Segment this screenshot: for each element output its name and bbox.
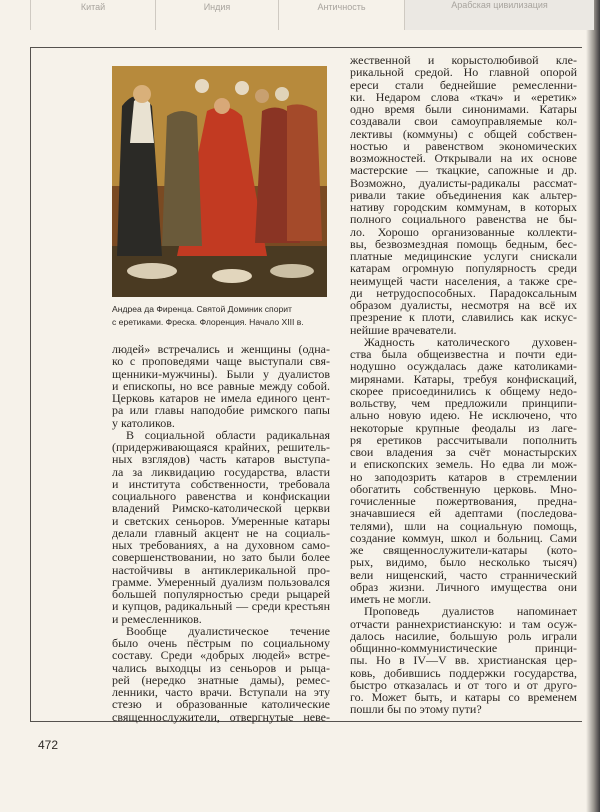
text-line: ально новую идею. Не исключено, что [350,408,577,423]
text-line: рикальной средой. Но главной опорой [350,65,577,80]
text-line: нейшие врачеватели. [350,322,457,337]
text-line: Церковь катаров не имела единого цент- [112,391,330,405]
tab-india: Индия [155,0,278,30]
text-line: ря еретиков рассчитывали пополнить [350,432,577,447]
paragraph [112,343,330,429]
text-line: некоторые крупные феодалы из лаге- [350,420,577,435]
text-line: и светских сеньоров. Умеренные катары [112,513,330,528]
text-line: ковь, добившись поддержки государства, [350,665,577,680]
text-line: быстро отказалась и от того и от друго- [350,677,577,692]
text-line: лективы (коммуны) с общей собствен- [350,126,577,141]
text-line: значавшиеся ей адептами (последова- [350,506,577,521]
text-line: вольству, чем предложили принципи- [350,396,577,410]
text-line: стезю и образованные католические [112,697,330,712]
figure-caption [112,303,342,329]
text-line: и епископских земель. Но едва ли мож- [350,457,577,472]
tab-antiquity: Античность [278,0,404,30]
text-line: настойчивы в антиклерикальной про- [112,562,330,577]
text-line: ства была общеизвестна и почти еди- [350,347,577,361]
text-line: и епископы, но все равные между собой. [112,378,330,393]
caption-line: с еретиками. Фреска. Флоренция. Начало XIII в. [112,317,304,327]
text-line: и купцов, радикальный — среди крестьян [112,599,330,614]
text-line: обогатить собственную церковь. Мно- [350,481,577,496]
caption-line: Андреа да Фиренца. Святой Доминик спорит [112,304,292,314]
text-line: чались выходцы из сеньоров и рыца- [112,660,330,675]
text-line: пошли бы по этому пути? [350,702,482,717]
text-line: совершенствовании, но зато были более [112,550,330,565]
text-line: возможностей. Открывали на их основе [350,151,577,165]
text-line: мирянами. Катары, требуя конфискаций, [350,371,577,386]
text-line: и института собственности, требовала [112,476,330,491]
text-line: ла за ликвидацию государства, власти [112,464,330,479]
text-line: ривали такие объединения как альтер- [350,187,577,202]
paragraph [350,54,577,336]
text-line: делали главный акцент не на социаль- [112,525,330,540]
text-line: и ремесленников. [112,611,202,626]
fresco-illustration [112,66,327,297]
text-line: ных требованиях, а на духовном само- [112,538,330,552]
text-line: неимущей части населения, а также сре- [350,273,577,288]
text-line: образ жизни. Личного имущества они [350,579,577,594]
text-line: создание коммун, школ и больниц. Сами [350,530,577,545]
text-line: телями), шли на социальную помощь, [350,518,577,533]
text-line: образом дуалисты, несмотря на всё их [350,298,577,312]
text-line: у католиков. [112,415,175,430]
text-line: вели нищенский, часто страннический [350,567,577,582]
text-line: пы. Но в IV—V вв. христианская цер- [350,653,577,668]
text-line: иметь не могли. [350,592,432,606]
text-line: грамме. Умеренный дуализм пользовался [112,574,330,589]
left-text-column [112,343,330,723]
text-line: ленники, часто врачи. Вступали на эту [112,685,330,699]
text-line: далось насилие, большую роль играли [350,628,577,643]
text-line: отчасти раннехристианскую: и там осуж- [350,616,577,631]
text-line: социального равенства и конфискации [112,489,330,503]
text-line: нодушно осуждалась даже католиками- [350,359,577,374]
text-line: было очень пёстрым по социальному [112,636,330,650]
tab-china: Китай [30,0,155,30]
paragraph [350,336,577,606]
text-line: нативу городским коммунам, в которых [350,200,577,214]
paragraph [112,429,330,625]
text-line: презрение к плоти, славились как искус- [350,310,577,325]
book-binding-shadow [586,0,600,812]
tab-arab-civilization: Арабская цивилизация [404,0,594,30]
text-line: Возможно, дуалисты-радикалы рассмат- [350,175,577,190]
text-line: людей» встречались и женщины (одна- [112,342,330,356]
text-line: рей (нередко знатные дамы), ремес- [112,672,330,687]
text-line: священнослужители, отвергнутые неве- [112,709,330,724]
text-line: создавали свои самоуправляемые кол- [350,114,577,129]
text-line: платные медицинские услуги снискали [350,249,577,263]
text-line: го. Может быть, и катары со временем [350,690,577,704]
section-tabs [30,0,600,30]
paragraph [350,605,577,715]
text-line: же священнослужители-катары (кото- [350,543,577,557]
text-line: составу. Среди «добрых людей» встре- [112,648,330,663]
text-line: полного социального равенства не бы- [350,212,577,227]
text-line: ки. Недаром слова «ткач» и «еретик» [350,89,577,104]
paragraph [112,625,330,723]
text-line: общинно-коммунистические принци- [350,641,577,655]
text-line: В социальной области радикальная [126,427,330,442]
text-line: вы, безвозмездная помощь бедным, бес- [350,236,577,251]
page-number: 472 [38,738,59,752]
text-line: ра или главы наподобие римского папы [112,403,330,418]
text-line: катарам огромную популярность среди [350,261,577,276]
text-line: жественной и корыстолюбивой кле- [350,53,577,67]
text-line: ностью и равенством экономических [350,138,577,153]
text-line: одно время были синонимами. Катары [350,102,577,116]
text-line: но заподозрить катаров в стремлении [350,469,577,484]
text-line: свои владения за счёт монастырских [350,445,577,459]
text-line: гочисленные пожертвования, предна- [350,494,577,508]
text-line: владений Римско-католической церкви [112,501,330,516]
text-line: Жадность католического духовен- [364,334,577,349]
right-text-column [350,54,577,716]
text-line: ло. Хорошо организованные коллекти- [350,224,577,239]
text-line: Проповедь дуалистов напоминает [364,604,577,619]
text-line: ереси стали беднейшие ремесленни- [350,77,577,92]
text-line: (придерживающаяся крайних, решитель- [112,440,330,454]
text-line: щенники-мужчины). Были у дуалистов [112,366,330,381]
text-line: ди нетрудоспособных. Парадоксальным [350,285,577,300]
text-line: ных взглядов) часть катаров выступа- [112,452,330,467]
text-line: большей популярностью среди рыцарей [112,587,330,601]
text-line: рых, видимо, было несколько тысяч) [350,555,577,570]
text-line: скорее присоединились к общему недо- [350,383,577,398]
text-line: ко с проповедями чаще выступали свя- [112,354,330,369]
text-line: Вообще дуалистическое течение [126,623,330,638]
text-line: мастерские — ткацкие, сапожные и др. [350,163,577,178]
